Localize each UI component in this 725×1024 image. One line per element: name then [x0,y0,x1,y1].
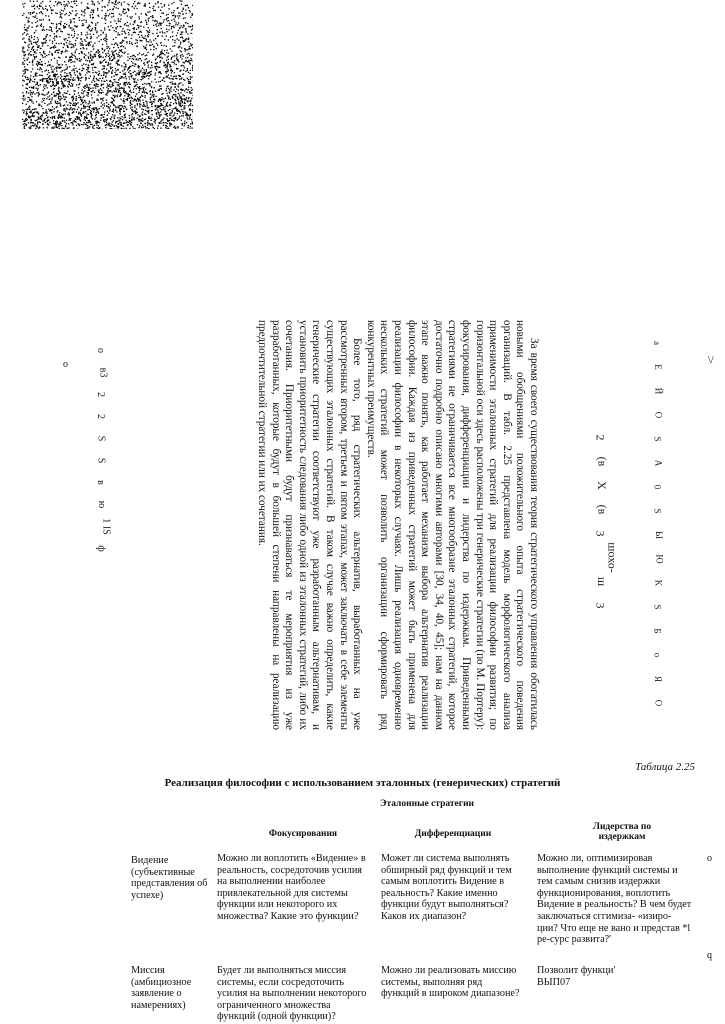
garbled-glyph: 2 [95,392,106,397]
garbled-glyph: ю [96,500,108,509]
table-header-differentiation: Дифференциации [414,829,492,839]
rotated-paragraph-1: За время своего существования теория стратегического управления обогатилась новыми обобщениями положительного опыта стратегического поведения организаций. В табл. 2.25 представлена модель морфологического анализа применимости эталонных стратегий для реализации философии развития; по горизонтальной оси здесь расположены три генерические стратегии (по М. Портеру): фокусирования, дифференциации и лидерства по издержкам. Приведенными стратегиями не ограничивается все многообразие эталонных стратегий, которое достаточно подробно описано многими авторами [30, 34, 40, 45]; нам на данном этапе важно понять, как работает механизм выбора альтернатив реализации философии. Каждая из приведенных стратегий может быть применена для реализации философии в некоторых случаях. Лишь реализация одновременно нескольких стратегий может позволить организации сформировать ряд конкурентных преимуществ. [364,320,540,730]
garbled-glyph: S [652,436,663,442]
garbled-glyph: Я [653,675,664,683]
side-mark: q [707,950,712,961]
scan-noise-image [22,0,193,129]
rotated-text-block [100,320,540,730]
garbled-glyph: Ю [654,554,665,564]
garbled-glyph: S [95,435,107,442]
garbled-glyph: K [653,579,664,587]
table-row-label: Видение (субъективные представления об успехе) [131,855,208,901]
garbled-glyph: 2 [593,434,608,441]
side-mark: о [63,359,68,370]
garbled-glyph: о [652,652,663,658]
garbled-glyph: ш [595,576,610,587]
garbled-glyph: О [653,699,664,707]
garbled-glyph: о [95,348,106,353]
garbled-glyph: 2 [95,414,106,419]
garbled-glyph: в [94,480,106,485]
table-group-header: Эталонные стратегии [380,799,475,809]
table-cell: Может ли система выполнять обширный ряд функций и тем самым воплотить Видение в реальность? Какие именно функции будут выполняться? Каков их диапазон? [381,853,512,922]
garbled-glyph: (в [595,456,610,467]
garbled-glyph: а [652,341,662,345]
table-cell: Позволит функци' ВЫП07 [537,965,616,988]
garbled-glyph: ф [95,545,107,552]
table-cell: Можно ли реализовать миссию системы, выполняя ряд функций в широком диапазоне? [381,965,520,1000]
table-caption: Таблица 2.25 [635,761,695,773]
garbled-glyph: (в [595,504,610,515]
garbled-glyph: шохо- [605,542,620,573]
garbled-glyph: 3 [593,602,608,609]
garbled-glyph: Ы [653,531,664,539]
garbled-glyph: Й [653,387,664,395]
garbled-glyph: в3 [97,367,109,378]
garbled-glyph: 0 [652,484,663,490]
table-cell: Можно ли, оптимизировав выполнение функций системы и тем самым снизив издержки функционирования, воплотить Видение в реальность? В чем будет заключаться сггимиза- «изиро-ции? Что еще не вано и представ *l ре-сурс развита?' [537,853,692,946]
garbled-glyph: S [95,457,107,464]
table-cell: Можно ли воплотить «Видение» в реальность, сосредоточив усилия на выполнении наиболее привлекательной для системы функции или некоторого их множества? Какие это функции? [217,853,366,922]
garbled-glyph: S [652,508,663,514]
table-cell: Будет ли выполняться миссия системы, если сосредоточить усилия на выполнении некоторого ограниченного множества функций (одной функции)? [217,965,367,1023]
side-mark: о [707,853,712,864]
garbled-glyph: Б [652,628,663,634]
garbled-glyph: S [652,604,663,610]
table-header-cost-leadership: Лидерства по издержкам [592,822,652,842]
rotated-paragraph-2: Более того, ряд стратегических альтернатив, выработанных на уже рассмотренных втором, третьем и пятом этапах, может заключать в себе элементы существующих эталонных стратегий. В таком случае важно определить, какие генерические стратегии соответствуют уже разработанным альтернативам, и установить приоритетность следования либо одной из эталонных стратегий, либо их сочетания. Приоритетными будут признаваться те мероприятия из уже разработанных, которые будут в большей степени направлены на реализацию предпочтительной стратегии или их сочетания. [256,320,364,730]
garbled-glyph: А [653,459,664,467]
table-header-focus: Фокусирования [268,829,338,839]
garbled-glyph: 3 [593,530,608,537]
garbled-glyph: X [594,481,609,490]
garbled-glyph: 1 IS [100,518,112,535]
side-mark: \/ [708,355,714,366]
table-row-label: Миссия (амбициозное заявление о намерениях) [131,965,192,1011]
garbled-glyph: Е [652,364,663,370]
garbled-glyph: О [653,411,664,419]
table-title: Реализация философии с использованием эталонных (генерических) стратегий [164,777,561,789]
